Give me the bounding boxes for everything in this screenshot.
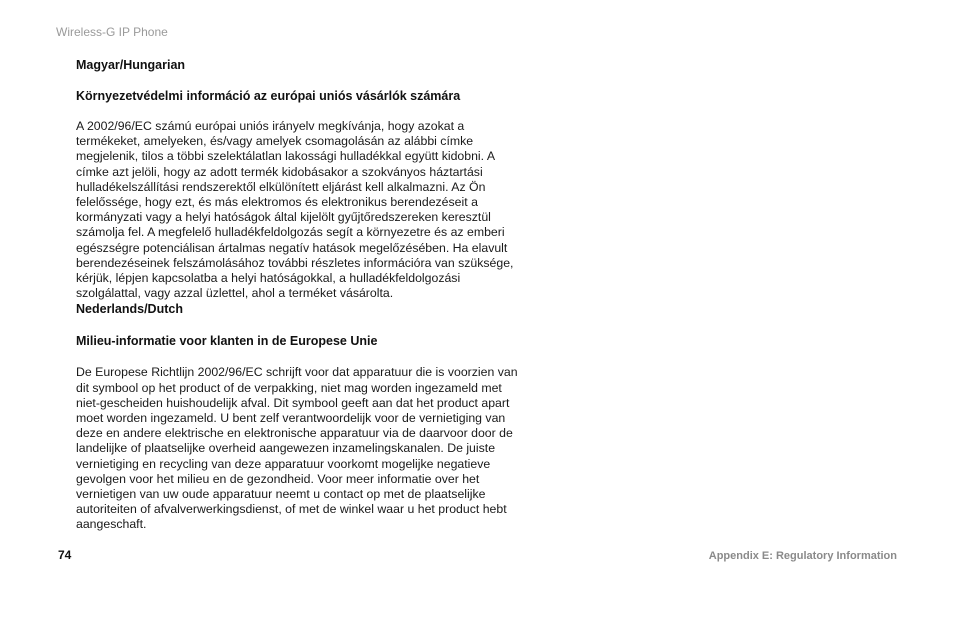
body-paragraph-dutch: De Europese Richtlijn 2002/96/EC schrijft voor dat apparatuur die is voorzien van dit symbool op het product of de verpakking, niet mag worden ingezameld met niet-gescheiden huishoudelijk afval. Dit symbool geeft aan dat het product apart moet worden ingezameld. U bent zelf verantwoordelijk voor de vernietiging van deze en andere elektrische en elektronische apparatuur via de daarvoor door de landelijke of plaatselijke overheid aangewezen inzamelingskanalen. De juiste vernietiging en recycling van deze apparatuur voorkomt mogelijke negatieve gevolgen voor het milieu en de gezondheid. Voor meer informatie over het vernietigen van uw oude apparatuur neemt u contact op met de plaatselijke autoriteiten of afvalverwerkingsdienst, of met de winkel waar u het product hebt aangeschaft. [76,365,518,532]
language-heading-hungarian: Magyar/Hungarian [76,58,186,72]
document-content [76,55,576,533]
subheading-dutch: Milieu-informatie voor klanten in de Europese Unie [76,334,378,349]
body-paragraph-hungarian: A 2002/96/EC számú európai uniós irányelv megkívánja, hogy azokat a termékeket, amelyeken, és/vagy amelyek csomagolásán az alábbi címke megjelenik, tilos a többi szelektálatlan lakossági hulladékkal együtt kidobni. A címke azt jelöli, hogy az adott termék kidobásakor a szokványos háztartási hulladékelszállítási rendszerektől elkülönített eljárást kell alkalmazni. Az Ön felelőssége, hogy ezt, és más elektromos és elektronikus berendezéseit a kormányzati vagy a helyi hatóságok által kijelölt gyűjtőredszereken keresztül számolja fel. A megfelelő hulladékfeldolgozás segít a környezetre és az emberi egészségre potenciálisan ártalmas negatív hatások megelőzésében. Ha elavult berendezéseinek felszámolásához további részletes információra van szüksége, kérjük, lépjen kapcsolatba a helyi hatóságokkal, a hulladékfeldolgozási szolgálattal, vagy azzal üzlettel, ahol a terméket vásárolta. [76,119,514,301]
page-number: 74 [58,548,72,562]
language-heading-dutch: Nederlands/Dutch [76,302,183,317]
running-footer-section-title: Appendix E: Regulatory Information [708,550,897,562]
subheading-hungarian: Környezetvédelmi információ az európai uniós vásárlók számára [76,89,461,103]
running-header-title: Wireless-G IP Phone [56,25,168,39]
